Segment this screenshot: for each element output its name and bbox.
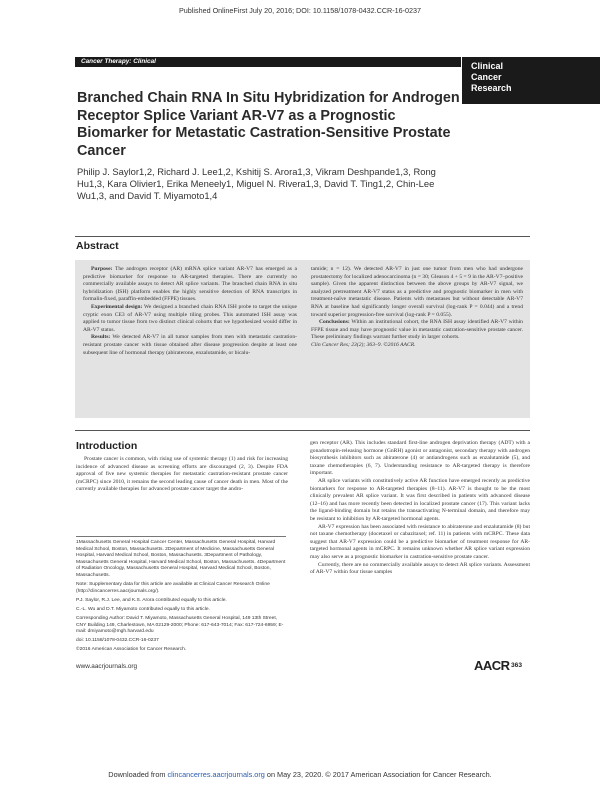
aacr-logo: AACR: [474, 658, 510, 673]
journal-website: www.aacrjournals.org: [76, 663, 138, 670]
conclusions-text: Within an institutional cohort, the RNA ISH assay identified AR-V7 within FFPE tissue and may have prognostic value in metastatic castration-sensitive prostate cancer. These preliminary findings warrant further study in larger cohorts.: [311, 319, 523, 341]
divider: [75, 430, 530, 431]
intro-left-paragraph: [76, 456, 288, 494]
journal-logo: [462, 57, 600, 104]
citation: Clin Cancer Res; 23(2); 363–9. ©2016 AACR.: [311, 341, 416, 348]
doi: doi: 10.1158/1078-0432.CCR-16-0237: [76, 638, 159, 644]
equal-contribution-1: P.J. Saylor, R.J. Lee, and K.S. Arora contributed equally to this article.: [76, 597, 227, 603]
intro-paragraph-1: Prostate cancer is common, with rising use of systemic therapy (1) and risk for increasing incidence of advanced disease as screening efforts are discouraged (2, 3). Despite FDA approval of five new systemic therapies for metastatic castration-resistant prostate cancer (mCRPC) since 2010, it remains the second leading cause of cancer death in men. Most of the currently available therapies for advanced prostate cancer target the andro-: [76, 456, 288, 493]
section-label-bar: [75, 57, 461, 67]
abstract-box: [75, 260, 530, 418]
download-suffix: on May 23, 2020. © 2017 American Association for Cancer Research.: [264, 770, 492, 779]
purpose-label: Purpose:: [91, 266, 113, 272]
journal-name-line-2: Cancer: [471, 72, 502, 82]
footnotes: [76, 540, 288, 656]
intro-paragraph-3: AR splice variants with constitutively active AR function have emerged recently as predictive biomarkers for response to AR-targeted therapies (8–11). AR-V7 is thought to be the most clinically prevalent AR splice variant. It was first described in patients with advanced disease (12–16) and has more recently been detected in localized prostate cancer (17). This variant lacks the ligand-binding domain but retains the transactivating N-terminal domain, and therefore may be resistant to inhibition by AR-targeted hormonal agents.: [310, 477, 530, 522]
corresponding-author: Corresponding Author: David T. Miyamoto, Massachusetts General Hospital, 149 13th Street, CNY Building 149, Charlestown, MA 02129-2000; Phone: 617-643-7014; Fax: 617-724-6959; E-mail: dmiyamoto@mgh.harvard.edu: [76, 615, 284, 635]
design-text: We designed a branched chain RNA ISH probe to target the unique cryptic exon CE3 of AR-V7 using multiple tiling probes. This automated ISH assay was applied to tumor tissue from two distinct clinical cohorts that we hypothesized would differ in AR-V7 status.: [83, 303, 297, 333]
introduction-heading: Introduction: [76, 440, 138, 452]
results-text-a: We detected AR-V7 in all tumor samples from men with metastatic castration-resistant prostate cancer with tissue obtained after disease progression despite at least one subsequent line of hormonal therapy (abiraterone, enzalutamide, or bicalu-: [83, 334, 297, 356]
intro-right-column: [310, 440, 530, 577]
intro-paragraph-2: gen receptor (AR). This includes standard first-line androgen deprivation therapy (ADT) with a gonadotropin-releasing hormone (GnRH) agonist or antagonist, secondary therapy with androgen biosynthesis inhibitors such as abiraterone (4) or antiandrogens such as enzalutamide (5), and taxane chemotherapies (6, 7). Understanding resistance to AR-targeted therapy is therefore important.: [310, 440, 530, 477]
author-list: Philip J. Saylor1,2, Richard J. Lee1,2, Kshitij S. Arora1,3, Vikram Deshpande1,3, Rong Hu1,3, Kara Olivier1, Erika Meneely1, Miguel N. Rivera1,3, David T. Ting1,2, Chin-Lee Wu1,3, and David T. Miyamoto1,4: [77, 166, 436, 202]
footnote-divider: [76, 536, 286, 537]
publication-note: Published OnlineFirst July 20, 2016; DOI: 10.1158/1078-0432.CCR-16-0237: [179, 6, 421, 15]
journal-name-line-3: Research: [471, 83, 512, 93]
conclusions-label: Conclusions:: [319, 319, 350, 326]
results-text-b: tamide; n = 12). We detected AR-V7 in just one tumor from men who had undergone prostatectomy for localized adenocarcinoma (n = 30; Gleason 4 + 5 = 9 in the AR-V7–positive sample). Given the apparent distinction between the above groups by AR-V7 signal, we analyzed pretreatment AR-V7 status as a predictive and prognostic biomarker in men with treatment-naïve metastatic disease. Patients with metastases but without detectable AR-V7 RNA at baseline had significantly longer overall survival (log-rank P = 0.044) and a trend toward superior progression-free survival (log-rank P = 0.055).: [311, 266, 523, 318]
intro-paragraph-5: Currently, there are no commercially available assays to detect AR splice variants. Assessment of AR-V7 within four tissue samples: [310, 561, 530, 576]
affiliations: 1Massachusetts General Hospital Cancer Center, Massachusetts General Hospital, Harvard Medical School, Boston, Massachusetts. 2Department of Medicine, Massachusetts General Hospital, Harvard Medical School, Boston, Massachusetts. 3Department of Pathology, Massachusetts General Hospital, Harvard Medical School, Boston, Massachusetts. 4Department of Radiation Oncology, Massachusetts General Hospital, Harvard Medical School, Boston, Massachusetts.: [76, 540, 286, 578]
download-note: [0, 770, 600, 779]
results-label: Results:: [91, 334, 111, 341]
article-title: Branched Chain RNA In Situ Hybridization for Androgen Receptor Splice Variant AR-V7 as a Prognostic Biomarker for Metastatic Castration-Sensitive Prostate Cancer: [77, 90, 460, 159]
section-label: Cancer Therapy: Clinical: [81, 58, 156, 65]
download-link[interactable]: clincancerres.aacrjournals.org: [167, 770, 265, 779]
intro-paragraph-4: AR-V7 expression has been associated with resistance to abiraterone and enzalutamide (8) but not taxane chemotherapy (docetaxel or cabazitaxel; ref. 11) in patients with mCRPC. These data suggest that AR-V7 expression could be a predictive biomarker of treatment response for AR-targeted hormonal agents in mCRPC. It remains unknown whether AR splice variant expression may also serve as a prognostic biomarker in castration-sensitive prostate cancer.: [310, 523, 530, 560]
download-prefix: Downloaded from: [108, 770, 168, 779]
journal-name-line-1: Clinical: [471, 61, 504, 71]
page-number: 363: [511, 662, 523, 669]
abstract-left-column: [83, 266, 297, 357]
supplementary-note: Note: Supplementary data for this article are available at Clinical Cancer Research Online (http://clincancerres.aacrjournals.org/).: [76, 582, 270, 594]
divider: [75, 236, 530, 237]
design-label: Experimental design:: [91, 303, 143, 310]
purpose-text: The androgen receptor (AR) mRNA splice variant AR-V7 has emerged as a predictive biomarker for response to AR-targeted therapies. There are currently no commercially available assays to detect AR splice variants. The branched chain RNA in situ hybridization (ISH) platform enables the highly sensitive detection of RNA transcripts in formalin-fixed, paraffin-embedded (FFPE) tissues.: [83, 266, 297, 303]
copyright: ©2016 American Association for Cancer Research.: [76, 647, 187, 653]
abstract-right-column: [311, 266, 523, 350]
equal-contribution-2: C.-L. Wu and D.T. Miyamoto contributed equally to this article.: [76, 606, 210, 612]
abstract-heading: Abstract: [76, 240, 119, 252]
